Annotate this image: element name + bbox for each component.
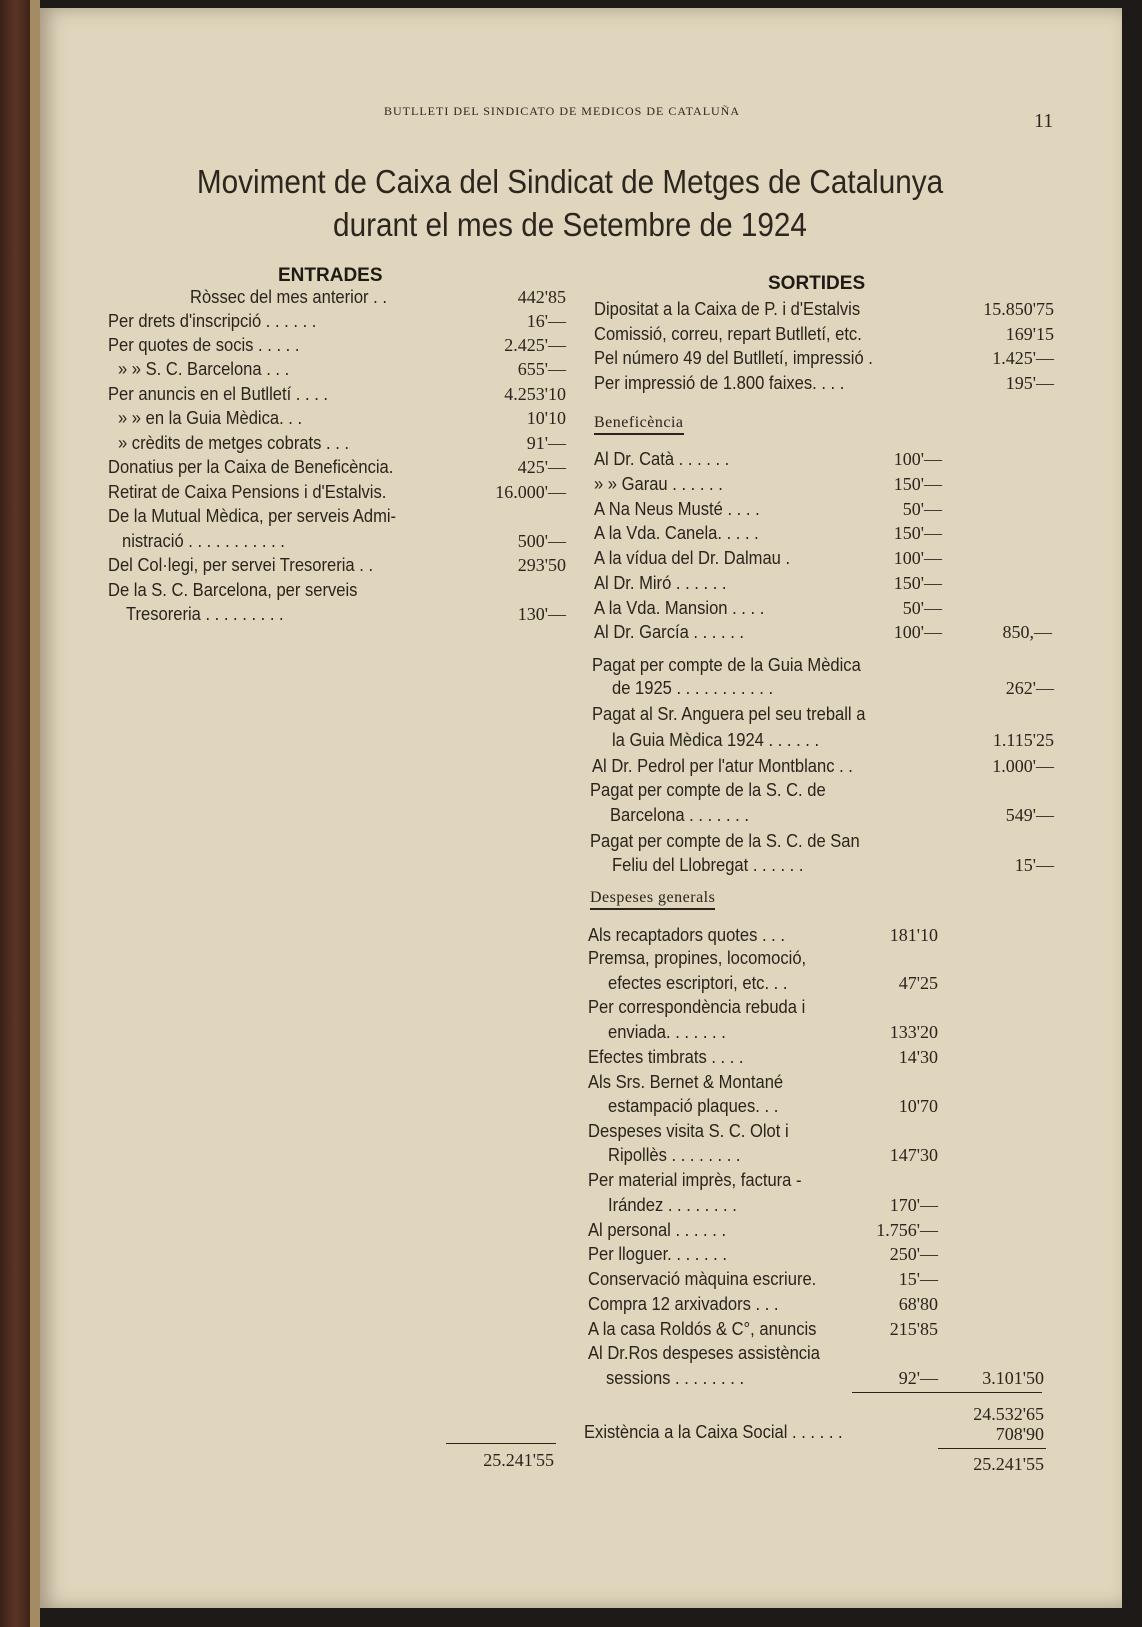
beneficencia-line-text: » » Garau . . . . . . — [594, 474, 723, 494]
sortides-total: 25.241'55 — [973, 1454, 1044, 1474]
entrades-line-amount: 4.253'10 — [504, 384, 566, 404]
sortides-subtotal: 24.532'65 — [973, 1404, 1044, 1424]
beneficencia-line-amount: 150'— — [893, 474, 942, 494]
despeses-line-text: efectes escriptori, etc. . . — [608, 973, 788, 993]
entrades-line-amount: 293'50 — [517, 555, 566, 575]
binding-edge — [30, 0, 40, 1627]
beneficencia-line-text: A Na Neus Musté . . . . — [594, 499, 760, 519]
entrades-line-text: Per quotes de socis . . . . . — [108, 335, 300, 355]
despeses-line-text: Al personal . . . . . . — [588, 1220, 727, 1240]
despeses-line-text: Conservació màquina escriure. — [588, 1269, 817, 1289]
beneficencia-line-text: Al Dr. García . . . . . . — [594, 622, 745, 642]
despeses-line-amount: 92'— — [898, 1368, 938, 1388]
despeses-line-text: Als recaptadors quotes . . . — [588, 925, 785, 945]
entrades-line-amount: 91'— — [526, 433, 566, 453]
entrades-line-text: De la Mutual Mèdica, per serveis Admi- — [108, 506, 397, 526]
despeses-line-amount: 181'10 — [889, 925, 938, 945]
page-title-line-1: Moviment de Caixa del Sindicat de Metges de Catalunya — [196, 163, 944, 200]
despeses-line-text: Per material imprès, factura - — [588, 1170, 802, 1190]
despeses-line-text: Irández . . . . . . . . — [608, 1195, 737, 1215]
despeses-line-amount: 147'30 — [889, 1145, 938, 1165]
despeses-line-text: Al Dr.Ros despeses assistència — [588, 1343, 820, 1363]
sortides-line-text: Al Dr. Pedrol per l'atur Montblanc . . — [592, 756, 853, 776]
entrades-line-text: » » en la Guia Mèdica. . . — [118, 408, 303, 428]
page-title-line-2: durant el mes de Setembre de 1924 — [333, 206, 807, 243]
entrades-line-text: Del Col·legi, per servei Tresoreria . . — [108, 555, 374, 575]
entrades-line-text: Tresoreria . . . . . . . . . — [126, 604, 284, 624]
sortides-line-amount: 169'15 — [1005, 324, 1054, 344]
beneficencia-line-amount: 150'— — [893, 523, 942, 543]
entrades-line-amount: 130'— — [517, 604, 566, 624]
sortides-line-text: la Guia Mèdica 1924 . . . . . . — [612, 730, 820, 750]
sortides-line-amount: 549'— — [1005, 805, 1054, 825]
despeses-line-amount: 68'80 — [898, 1294, 938, 1314]
beneficencia-line-amount: 150'— — [893, 573, 942, 593]
sortides-line-text: Pagat per compte de la S. C. de San — [590, 831, 860, 851]
despeses-line-text: sessions . . . . . . . . — [606, 1368, 745, 1388]
beneficencia-line-amount: 100'— — [893, 622, 942, 642]
beneficencia-line-amount: 50'— — [902, 598, 942, 618]
despeses-line-text: Per lloguer. . . . . . . — [588, 1244, 727, 1264]
entrades-line-amount: 500'— — [517, 531, 566, 551]
despeses-line-amount: 14'30 — [898, 1047, 938, 1067]
sortides-total-rule — [938, 1448, 1046, 1449]
entrades-line-text: Donatius per la Caixa de Beneficència. — [108, 457, 394, 477]
entrades-line-amount: 655'— — [517, 359, 566, 379]
despeses-line-text: Efectes timbrats . . . . — [588, 1047, 744, 1067]
sortides-line-text: Pel número 49 del Butlletí, impressió . — [594, 348, 873, 368]
sortides-heading: SORTIDES — [768, 273, 866, 294]
sortides-line-amount: 15'— — [1014, 855, 1054, 875]
beneficencia-line-amount: 50'— — [902, 499, 942, 519]
sortides-line-text: Barcelona . . . . . . . — [610, 805, 749, 825]
entrades-line-amount: 10'10 — [526, 408, 566, 428]
despeses-line-amount: 1.756'— — [876, 1220, 938, 1240]
sortides-line-text: de 1925 . . . . . . . . . . . — [612, 678, 774, 698]
beneficencia-line-text: Al Dr. Catà . . . . . . — [594, 449, 730, 469]
despeses-line-amount: 47'25 — [898, 973, 938, 993]
sortides-subtotal-rule — [852, 1392, 1042, 1393]
entrades-line-text: Per drets d'inscripció . . . . . . — [108, 311, 317, 331]
despeses-line-text: Compra 12 arxivadors . . . — [588, 1294, 779, 1314]
sortides-line-text: Pagat per compte de la Guia Mèdica — [592, 655, 861, 675]
despeses-line-amount: 170'— — [889, 1195, 938, 1215]
entrades-line-text: nistració . . . . . . . . . . . — [122, 531, 285, 551]
entrades-line-text: » » S. C. Barcelona . . . — [118, 359, 290, 379]
sortides-line-text: Feliu del Llobregat . . . . . . — [612, 855, 804, 875]
beneficencia-total: 850,— — [1002, 622, 1052, 642]
sortides-line-amount: 15.850'75 — [983, 299, 1054, 319]
sortides-line-amount: 1.115'25 — [992, 730, 1054, 750]
existencia-amount: 708'90 — [995, 1424, 1044, 1444]
despeses-line-text: enviada. . . . . . . — [608, 1022, 726, 1042]
entrades-line-text: Per anuncis en el Butlletí . . . . — [108, 384, 328, 404]
beneficencia-line-text: A la Vda. Canela. . . . . — [594, 523, 759, 543]
sortides-line-amount: 262'— — [1005, 678, 1054, 698]
running-header: BUTLLETI DEL SINDICATO DE MEDICOS DE CATALUÑA — [384, 104, 741, 118]
despeses-line-amount: 15'— — [898, 1269, 938, 1289]
entrades-line-text: Retirat de Caixa Pensions i d'Estalvis. — [108, 482, 387, 502]
entrades-total: 25.241'55 — [483, 1450, 554, 1470]
entrades-line-amount: 16.000'— — [495, 482, 566, 502]
despeses-line-text: Per correspondència rebuda i — [588, 997, 806, 1017]
entrades-heading: ENTRADES — [278, 265, 383, 286]
despeses-line-text: A la casa Roldós & C°, anuncis — [588, 1319, 817, 1339]
sortides-line-amount: 1.425'— — [992, 348, 1054, 368]
entrades-line-text: » crèdits de metges cobrats . . . — [118, 433, 350, 453]
entrades-line-amount: 2.425'— — [504, 335, 566, 355]
despeses-line-text: Als Srs. Bernet & Montané — [588, 1072, 784, 1092]
despeses-line-amount: 10'70 — [898, 1096, 938, 1116]
beneficencia-line-text: Al Dr. Miró . . . . . . — [594, 573, 727, 593]
entrades-line-text: De la S. C. Barcelona, per serveis — [108, 580, 358, 600]
entrades-total-rule — [446, 1443, 556, 1444]
despeses-heading: Despeses generals — [590, 889, 715, 910]
sortides-line-text: Dipositat a la Caixa de P. i d'Estalvis — [594, 299, 861, 319]
despeses-line-amount: 133'20 — [889, 1022, 938, 1042]
beneficencia-heading: Beneficència — [594, 414, 684, 435]
beneficencia-line-text: A la Vda. Mansion . . . . — [594, 598, 765, 618]
entrades-line-amount: 425'— — [517, 457, 566, 477]
existencia-text: Existència a la Caixa Social . . . . . . — [584, 1422, 843, 1442]
despeses-line-text: Premsa, propines, locomoció, — [588, 948, 807, 968]
sortides-line-amount: 195'— — [1005, 373, 1054, 393]
beneficencia-line-text: A la vídua del Dr. Dalmau . — [594, 548, 791, 568]
sortides-line-text: Pagat per compte de la S. C. de — [590, 780, 826, 800]
despeses-line-text: estampació plaques. . . — [608, 1096, 779, 1116]
sortides-line-amount: 1.000'— — [992, 756, 1054, 776]
despeses-line-text: Despeses visita S. C. Olot i — [588, 1121, 789, 1141]
beneficencia-line-amount: 100'— — [893, 449, 942, 469]
entrades-line-amount: 16'— — [526, 311, 566, 331]
sortides-line-text: Comissió, correu, repart Butlletí, etc. — [594, 324, 862, 344]
entrades-line-amount: 442'85 — [517, 287, 566, 307]
beneficencia-line-amount: 100'— — [893, 548, 942, 568]
sortides-line-text: Per impressió de 1.800 faixes. . . . — [594, 373, 845, 393]
page-number: 11 — [1034, 110, 1054, 132]
despeses-total: 3.101'50 — [982, 1368, 1044, 1388]
despeses-line-amount: 250'— — [889, 1244, 938, 1264]
despeses-line-amount: 215'85 — [889, 1319, 938, 1339]
entrades-line-text: Ròssec del mes anterior . . — [190, 287, 387, 307]
despeses-line-text: Ripollès . . . . . . . . — [608, 1145, 741, 1165]
sortides-line-text: Pagat al Sr. Anguera pel seu treball a — [592, 704, 866, 724]
